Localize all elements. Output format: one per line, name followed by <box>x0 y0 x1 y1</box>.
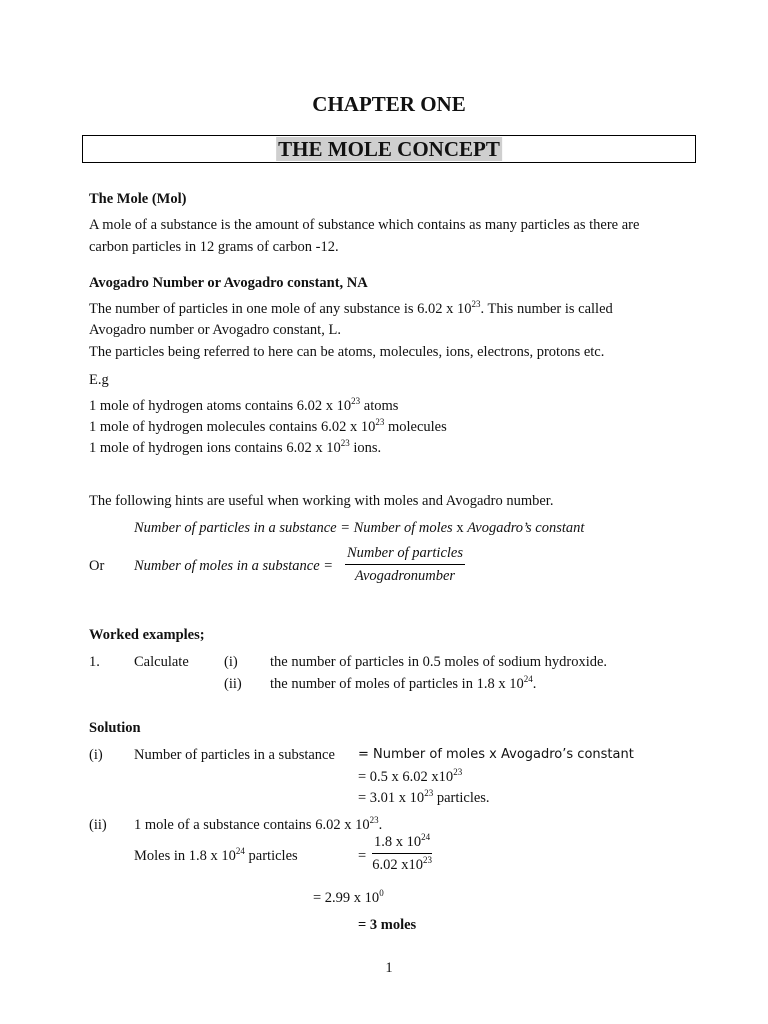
mole-definition-line-1: A mole of a substance is the amount of substance which contains as many particles as there are <box>89 217 640 233</box>
solution-i-equation-3: = 3.01 x $10^{23}$ particles. <box>358 788 490 806</box>
formula-moles-fraction <box>345 545 465 585</box>
chapter-heading: CHAPTER ONE <box>312 92 466 116</box>
solution-ii-label: (ii) <box>89 817 107 833</box>
fraction-denominator: Avogadronumber <box>354 568 456 584</box>
solution-i-equation-1: = Number of moles x Avogadro’s constant <box>358 747 634 762</box>
question-number: 1. <box>89 654 100 670</box>
solution-heading: Solution <box>89 720 141 736</box>
formula-particles: Number of particles in a substance = Number of moles x Avogadro’s constant <box>134 520 585 536</box>
avogadro-paragraph-line-2: Avogadro number or Avogadro constant, L. <box>89 322 341 338</box>
example-line: 1 mole of hydrogen ions contains 6.02 x $10^{23}$ ions. <box>89 438 382 456</box>
avogadro-paragraph-line-3: The particles being referred to here can be atoms, molecules, ions, electrons, protons etc. <box>89 344 605 360</box>
question-ii-label: (ii) <box>224 676 242 692</box>
avogadro-paragraph-line-1: The number of particles in one mole of any substance is 6.02 x $10^{23}$. This number is called <box>89 299 613 317</box>
example-line: 1 mole of hydrogen molecules contains 6.02 x $10^{23}$ molecules <box>89 417 447 435</box>
fraction-numerator: Number of particles <box>345 545 465 565</box>
solution-ii-moles-label: Moles in 1.8 x $10^{24}$ particles <box>134 846 298 864</box>
title-box <box>82 135 696 163</box>
eg-label: E.g <box>89 372 109 388</box>
solution-i-label: (i) <box>89 747 103 763</box>
mole-heading: The Mole (Mol) <box>89 191 187 207</box>
solution-i-equation-2: = 0.5 x 6.02 $x10^{23}$ <box>358 767 463 785</box>
question-ii-text: the number of moles of particles in 1.8 x $10^{24}$. <box>270 674 537 692</box>
page-title: THE MOLE CONCEPT <box>278 137 500 161</box>
solution-ii-text: 1 mole of a substance contains 6.02 x $10^{23}$. <box>134 815 383 833</box>
fraction-numerator: 1.8 x $10^{24}$ <box>372 834 432 854</box>
formula-moles-lhs: Number of moles in a substance = <box>134 558 334 574</box>
page-number: 1 <box>385 960 393 976</box>
solution-i-text: Number of particles in a substance <box>134 747 335 763</box>
solution-ii-final-answer: = 3 moles <box>358 917 417 933</box>
avogadro-heading: Avogadro Number or Avogadro constant, NA <box>89 275 368 291</box>
example-line: 1 mole of hydrogen atoms contains 6.02 x $10^{23}$ atoms <box>89 396 399 414</box>
mole-definition-line-2: carbon particles in 12 grams of carbon -12. <box>89 239 339 255</box>
question-verb: Calculate <box>134 654 189 670</box>
question-i-label: (i) <box>224 654 238 670</box>
fraction-denominator: 6.02 $x10^{23}$ <box>372 855 432 873</box>
question-i-text: the number of particles in 0.5 moles of sodium hydroxide. <box>270 654 608 670</box>
solution-ii-equals: = <box>358 848 367 864</box>
hints-text: The following hints are useful when working with moles and Avogadro number. <box>89 493 554 509</box>
solution-ii-result: = 2.99 x $10^0$ <box>313 888 384 906</box>
worked-examples-heading: Worked examples; <box>89 627 205 643</box>
solution-ii-fraction <box>372 834 432 874</box>
or-label: Or <box>89 558 105 574</box>
